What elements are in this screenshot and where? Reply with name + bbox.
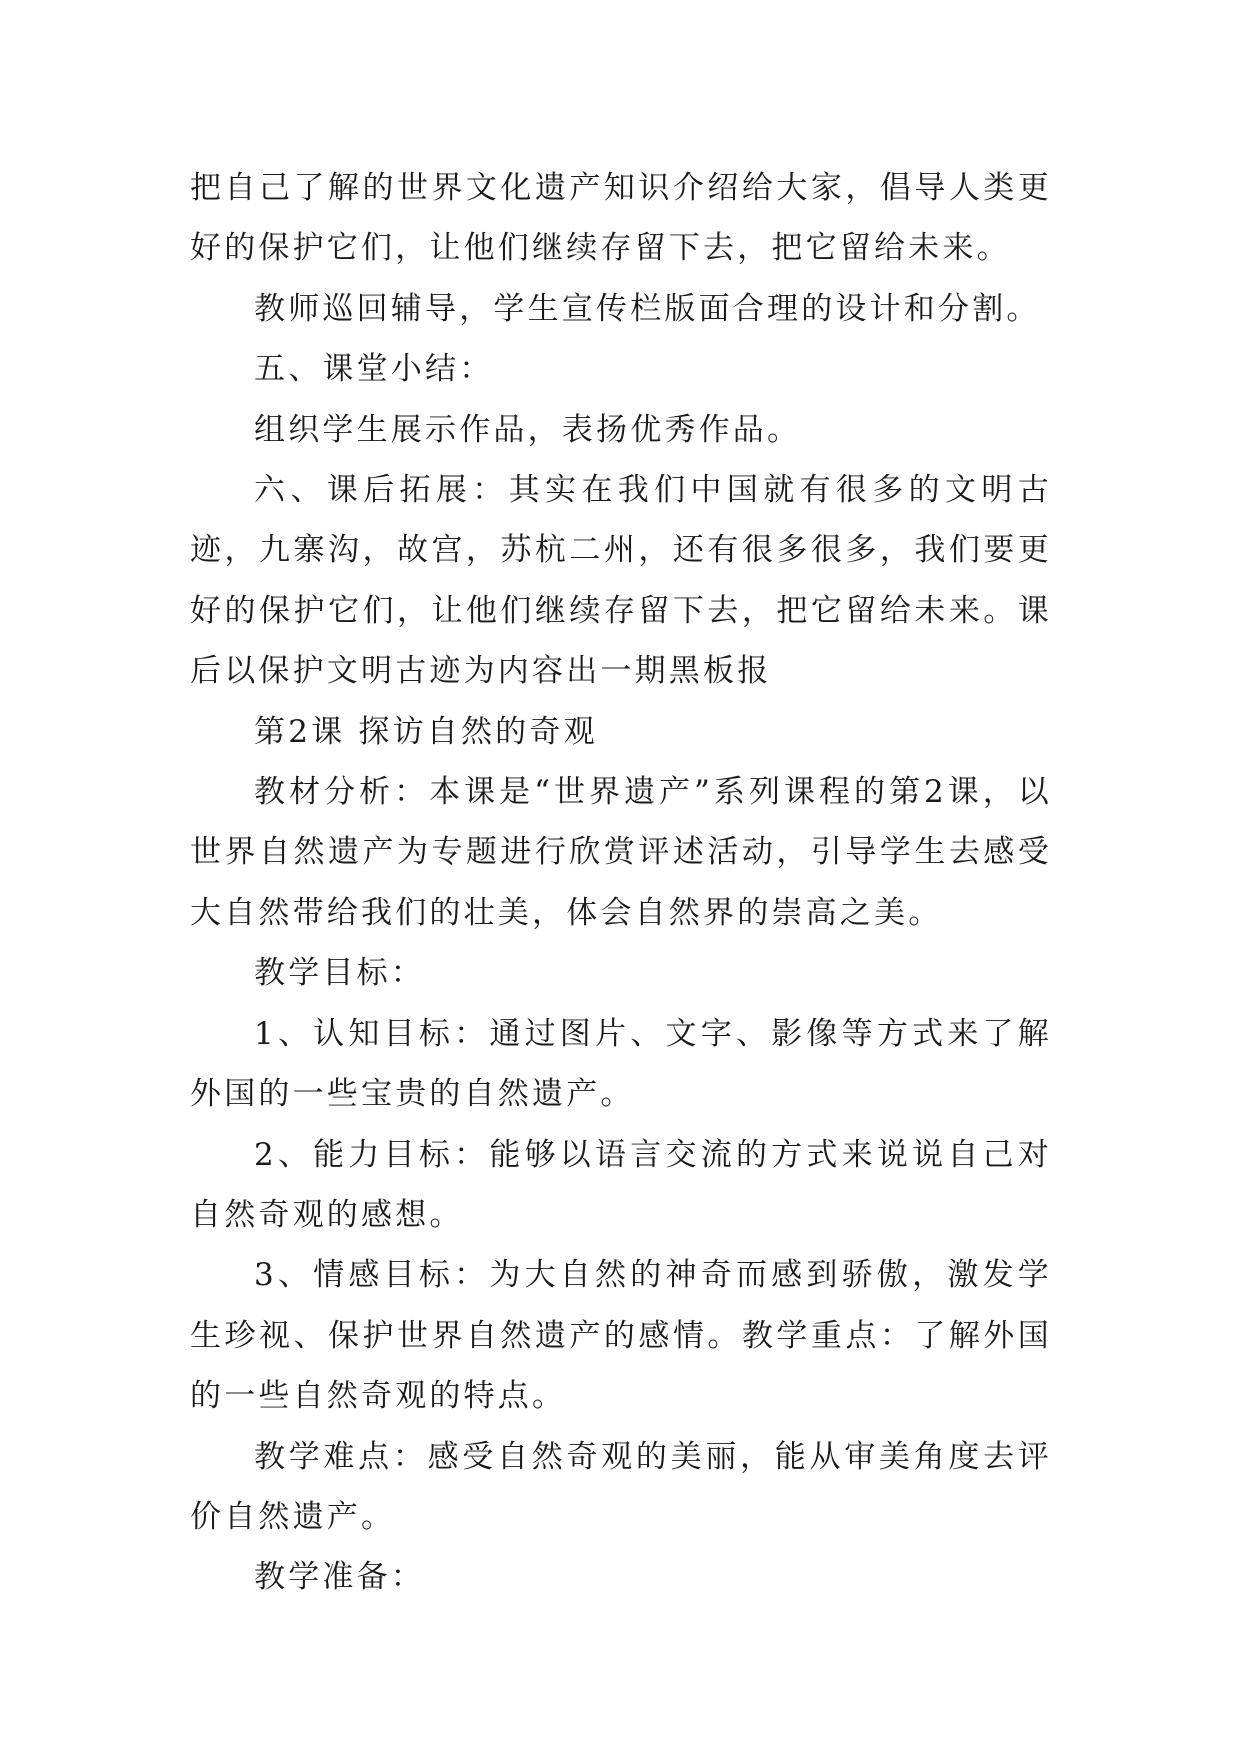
heading-teaching-goals: 教学目标： xyxy=(254,955,425,992)
heading-class-summary: 五、课堂小结： xyxy=(254,351,494,388)
document-body xyxy=(190,158,1052,1608)
heading-teaching-preparation: 教学准备： xyxy=(254,1559,425,1596)
paragraph-material-analysis: 教材分析：本课是“世界遗产”系列课程的第2课，以世界自然遗产为专题进行欣赏评述活动，引导学生去感受大自然带给我们的壮美，体会自然界的崇高之美。 xyxy=(190,774,1052,931)
paragraph-show-works: 组织学生展示作品，表扬优秀作品。 xyxy=(254,411,802,448)
paragraph-teacher-guidance: 教师巡回辅导，学生宣传栏版面合理的设计和分割。 xyxy=(254,290,1041,327)
goal-cognitive: 1、认知目标：通过图片、文字、影像等方式来了解外国的一些宝贵的自然遗产。 xyxy=(190,1015,1052,1113)
paragraph-after-class-extension: 六、课后拓展：其实在我们中国就有很多的文明古迹，九寨沟，故宫，苏杭二州，还有很多很多，我们要更好的保护它们，让他们继续存留下去，把它留给未来。课后以保护文明古迹为内容出一期黑板报 xyxy=(190,472,1052,690)
paragraph-continued: 把自己了解的世界文化遗产知识介绍给大家，倡导人类更好的保护它们，让他们继续存留下去，把它留给未来。 xyxy=(190,170,1052,267)
lesson-title: 第2课 探访自然的奇观 xyxy=(254,713,598,750)
paragraph-teaching-difficulty: 教学难点：感受自然奇观的美丽，能从审美角度去评价自然遗产。 xyxy=(190,1438,1052,1535)
goal-emotional: 3、情感目标：为大自然的神奇而感到骄傲，激发学生珍视、保护世界自然遗产的感情。教学重点：了解外国的一些自然奇观的特点。 xyxy=(190,1257,1052,1415)
goal-ability: 2、能力目标：能够以语言交流的方式来说说自己对自然奇观的感想。 xyxy=(190,1136,1052,1233)
